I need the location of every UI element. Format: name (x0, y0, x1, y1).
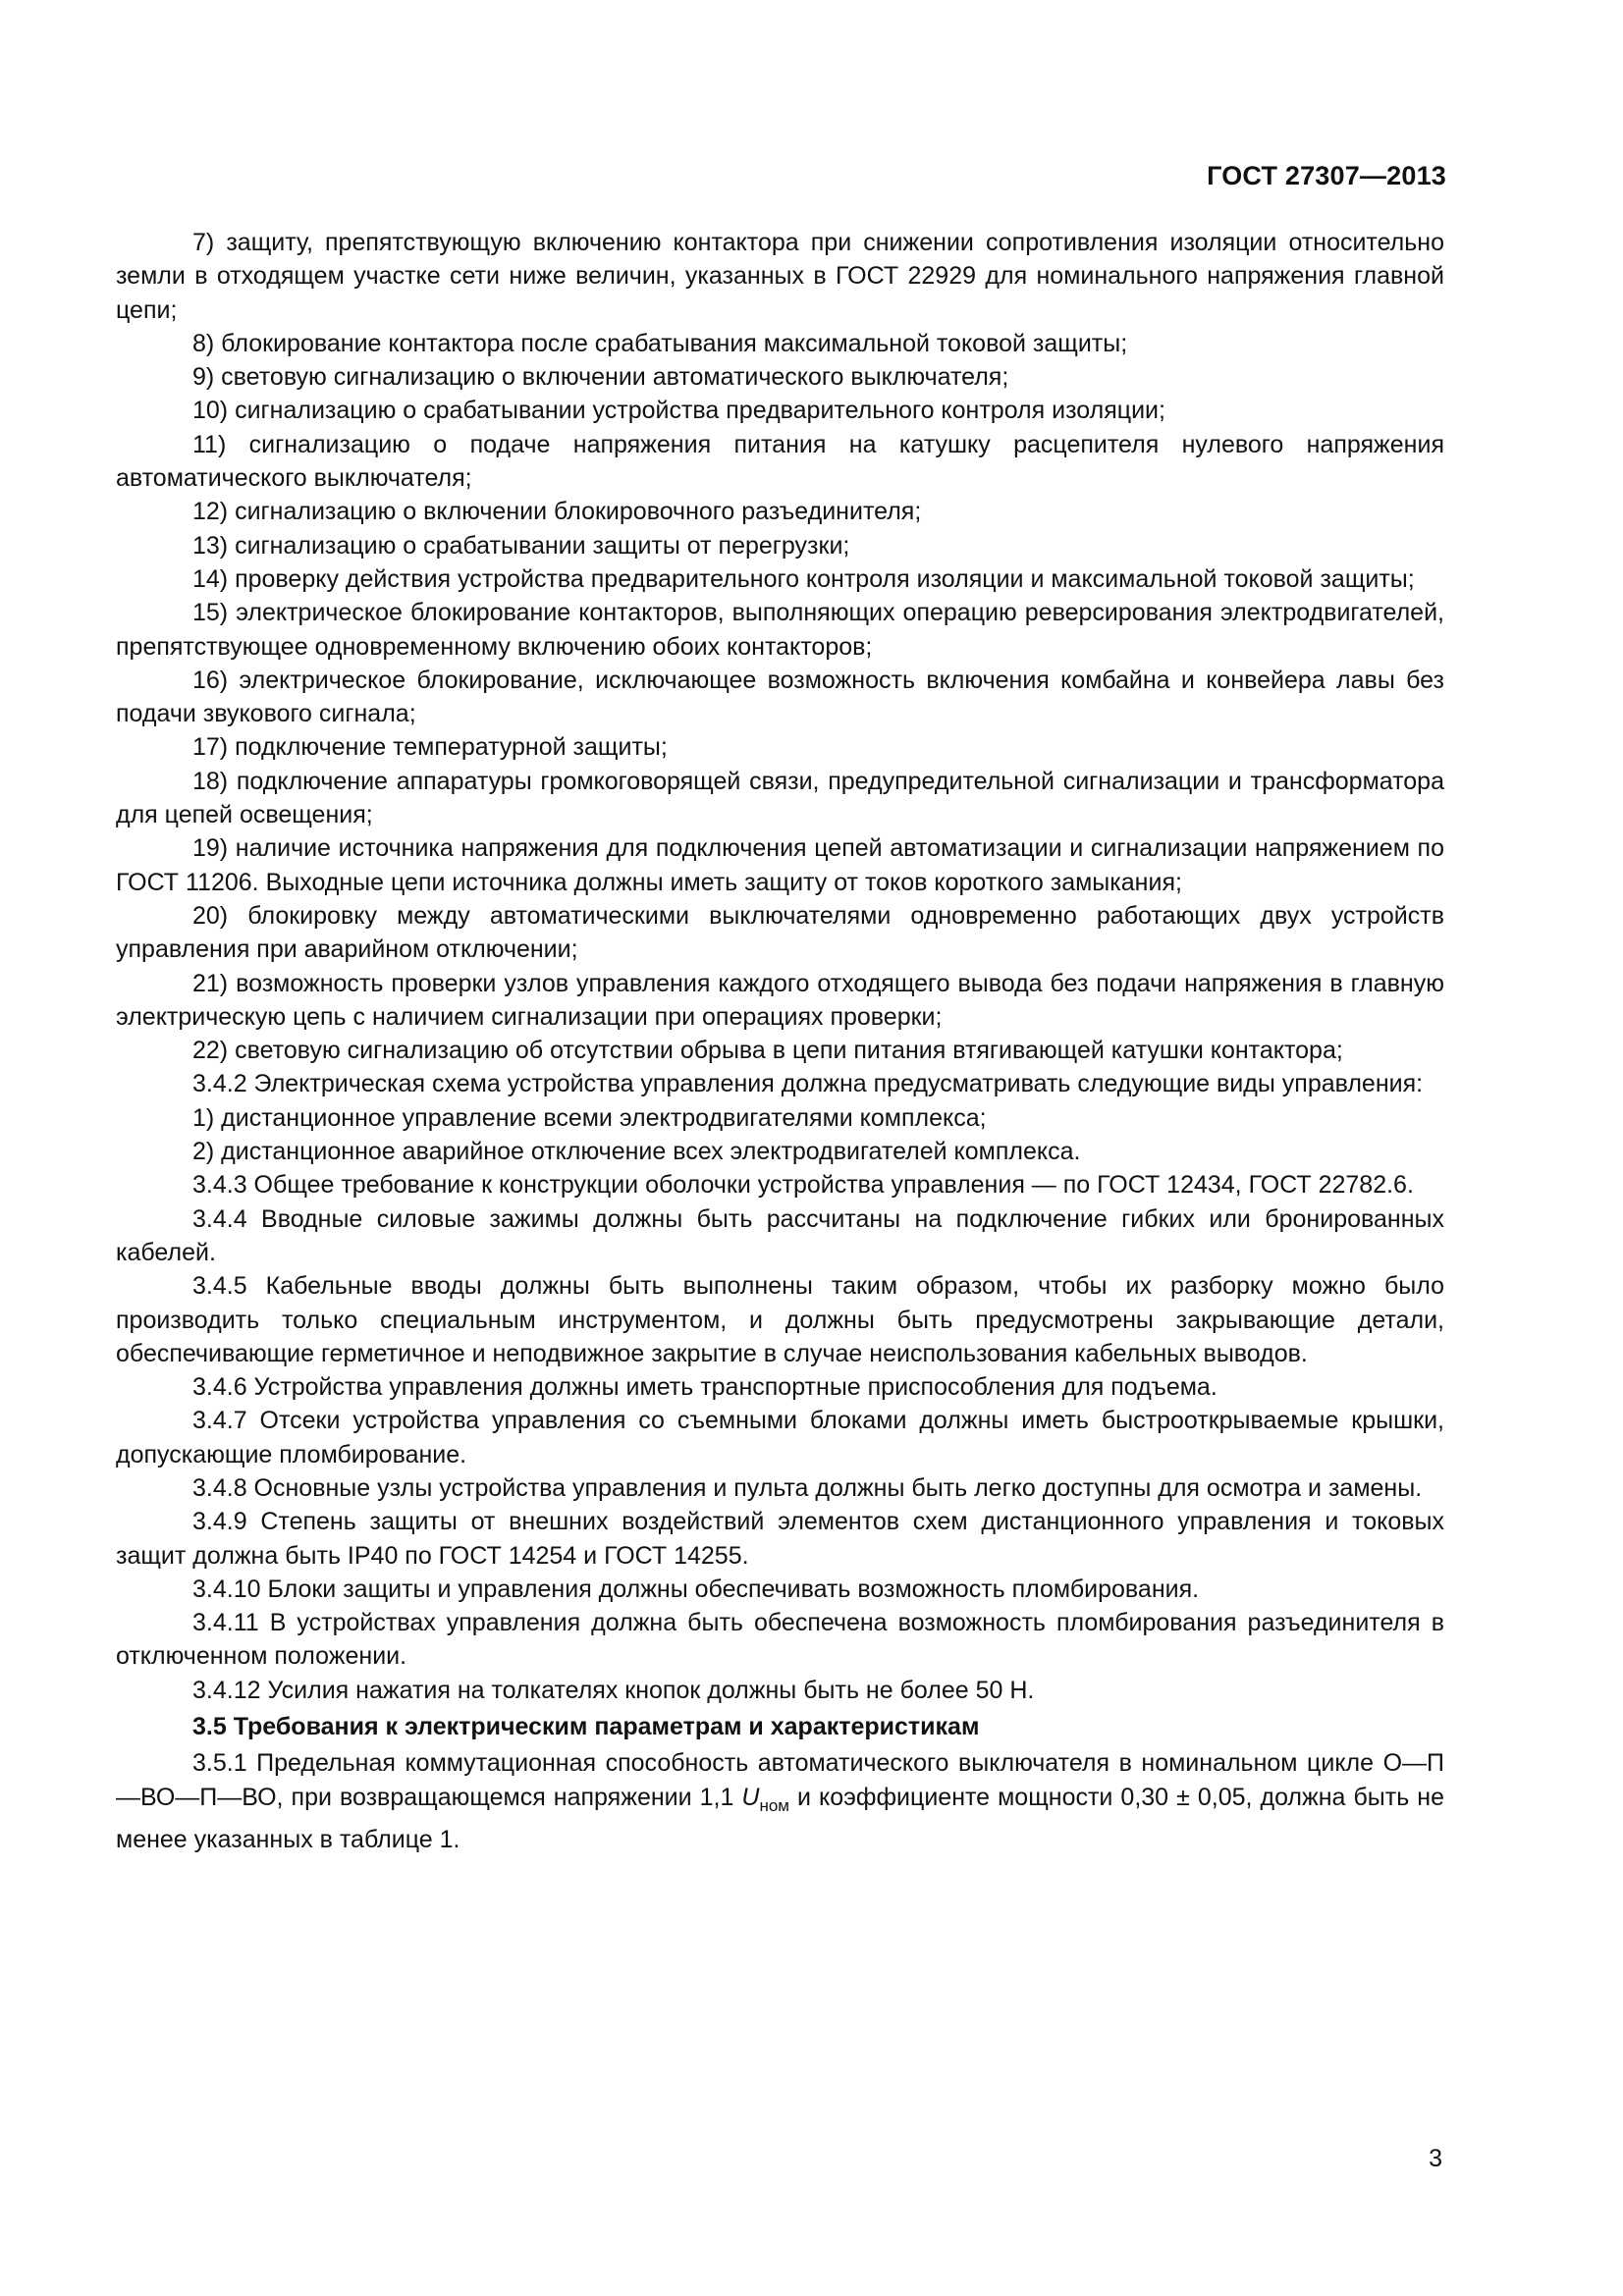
clause-3-4-12: 3.4.12 Усилия нажатия на толкателях кнопок должны быть не более 50 Н. (192, 1676, 1035, 1704)
clause-3-4-9: 3.4.9 Степень защиты от внешних воздействий элементов схем дистанционного управления и токовых защит должна быть IP40 по ГОСТ 14254 и ГОСТ 14255. (116, 1508, 1444, 1570)
paragraph-item-19: 19) наличие источника напряжения для подключения цепей автоматизации и сигнализации напряжением по ГОСТ 11206. Выходные цепи источника должны иметь защиту от токов короткого замыкания; (116, 834, 1444, 896)
paragraph-item-12: 12) сигнализацию о включении блокировочного разъединителя; (192, 498, 922, 526)
paragraph-item-16: 16) электрическое блокирование, исключающее возможность включения комбайна и конвейера лавы без подачи звукового сигнала; (116, 666, 1444, 728)
paragraph-item-13: 13) сигнализацию о срабатывании защиты от перегрузки; (192, 531, 850, 560)
paragraph-item-21: 21) возможность проверки узлов управления каждого отходящего вывода без подачи напряжения в главную электрическую цепь с наличием сигнализации при операциях проверки; (116, 969, 1444, 1031)
clause-3-4-3: 3.4.3 Общее требование к конструкции оболочки устройства управления — по ГОСТ 12434, ГОСТ 22782.6. (192, 1171, 1414, 1200)
voltage-subscript: ном (759, 1795, 789, 1815)
clause-3-4-8: 3.4.8 Основные узлы устройства управления и пульта должны быть легко доступны для осмотра и замены. (192, 1473, 1423, 1502)
section-heading-3-5: 3.5 Требования к электрическим параметрам и характеристикам (192, 1713, 980, 1741)
clause-3-4-7: 3.4.7 Отсеки устройства управления со съемными блоками должны иметь быстрооткрываемые крышки, допускающие пломбирование. (116, 1407, 1444, 1468)
document-header: ГОСТ 27307—2013 (1207, 161, 1446, 190)
clause-3-4-4: 3.4.4 Вводные силовые зажимы должны быть рассчитаны на подключение гибких или бронированных кабелей. (116, 1204, 1444, 1266)
paragraph-item-15: 15) электрическое блокирование контакторов, выполняющих операцию реверсирования электродвигателей, препятствующее одновременному включению обоих контакторов; (116, 599, 1444, 661)
paragraph-item-9: 9) световую сигнализацию о включении автоматического выключателя; (192, 363, 1009, 392)
paragraph-item-14: 14) проверку действия устройства предварительного контроля изоляции и максимальной токовой защиты; (192, 564, 1415, 593)
control-item-2: 2) дистанционное аварийное отключение всех электродвигателей комплекса. (192, 1138, 1081, 1166)
paragraph-item-10: 10) сигнализацию о срабатывании устройства предварительного контроля изоляции; (192, 397, 1165, 425)
clause-3-5-1-text-start: 3.5.1 Предельная коммутационная способность автоматического выключателя в номинальном цикле О—П—ВО—П—ВО, при возвращающемся напряжении 1,1 (116, 1749, 1444, 1811)
paragraph-item-17: 17) подключение температурной защиты; (192, 733, 668, 762)
clause-3-4-10: 3.4.10 Блоки защиты и управления должны обеспечивать возможность пломбирования. (192, 1575, 1200, 1603)
clause-3-5-1-text-end: и коэффициенте мощности 0,30 ± 0,05, должна быть не менее указанных в таблице 1. (116, 1783, 1444, 1853)
control-item-1: 1) дистанционное управление всеми электродвигателями комплекса; (192, 1103, 987, 1132)
clause-3-4-5: 3.4.5 Кабельные вводы должны быть выполнены таким образом, чтобы их разборку можно было производить только специальным инструментом, и должны быть предусмотрены закрывающие детали, обеспечивающие герметичное и неподвижное закрытие в случае неиспользования кабельных выводов. (116, 1272, 1444, 1367)
voltage-symbol: U (741, 1783, 760, 1811)
paragraph-item-18: 18) подключение аппаратуры громкоговорящей связи, предупредительной сигнализации и трансформатора для цепей освещения; (116, 767, 1444, 829)
paragraph-item-20: 20) блокировку между автоматическими выключателями одновременно работающих двух устройств управления при аварийном отключении; (116, 901, 1444, 964)
clause-3-4-11: 3.4.11 В устройствах управления должна быть обеспечена возможность пломбирования разъединителя в отключенном положении. (116, 1609, 1444, 1671)
paragraph-item-22: 22) световую сигнализацию об отсутствии обрыва в цепи питания втягивающей катушки контактора; (192, 1037, 1343, 1065)
paragraph-item-7: 7) защиту, препятствующую включению контактора при снижении сопротивления изоляции относительно земли в отходящем участке сети ниже величин, указанных в ГОСТ 22929 для номинального напряжения главной цепи; (116, 229, 1444, 324)
clause-3-4-2: 3.4.2 Электрическая схема устройства управления должна предусматривать следующие виды управления: (192, 1070, 1424, 1098)
paragraph-item-8: 8) блокирование контактора после срабатывания максимальной токовой защиты; (192, 329, 1128, 357)
clause-3-5-1 (116, 1746, 1444, 1856)
clause-3-4-6: 3.4.6 Устройства управления должны иметь транспортные приспособления для подъема. (192, 1373, 1217, 1402)
document-body (116, 226, 1444, 1856)
paragraph-item-11: 11) сигнализацию о подаче напряжения питания на катушку расцепителя нулевого напряжения автоматического выключателя; (116, 430, 1444, 493)
page-number: 3 (1429, 2145, 1442, 2172)
